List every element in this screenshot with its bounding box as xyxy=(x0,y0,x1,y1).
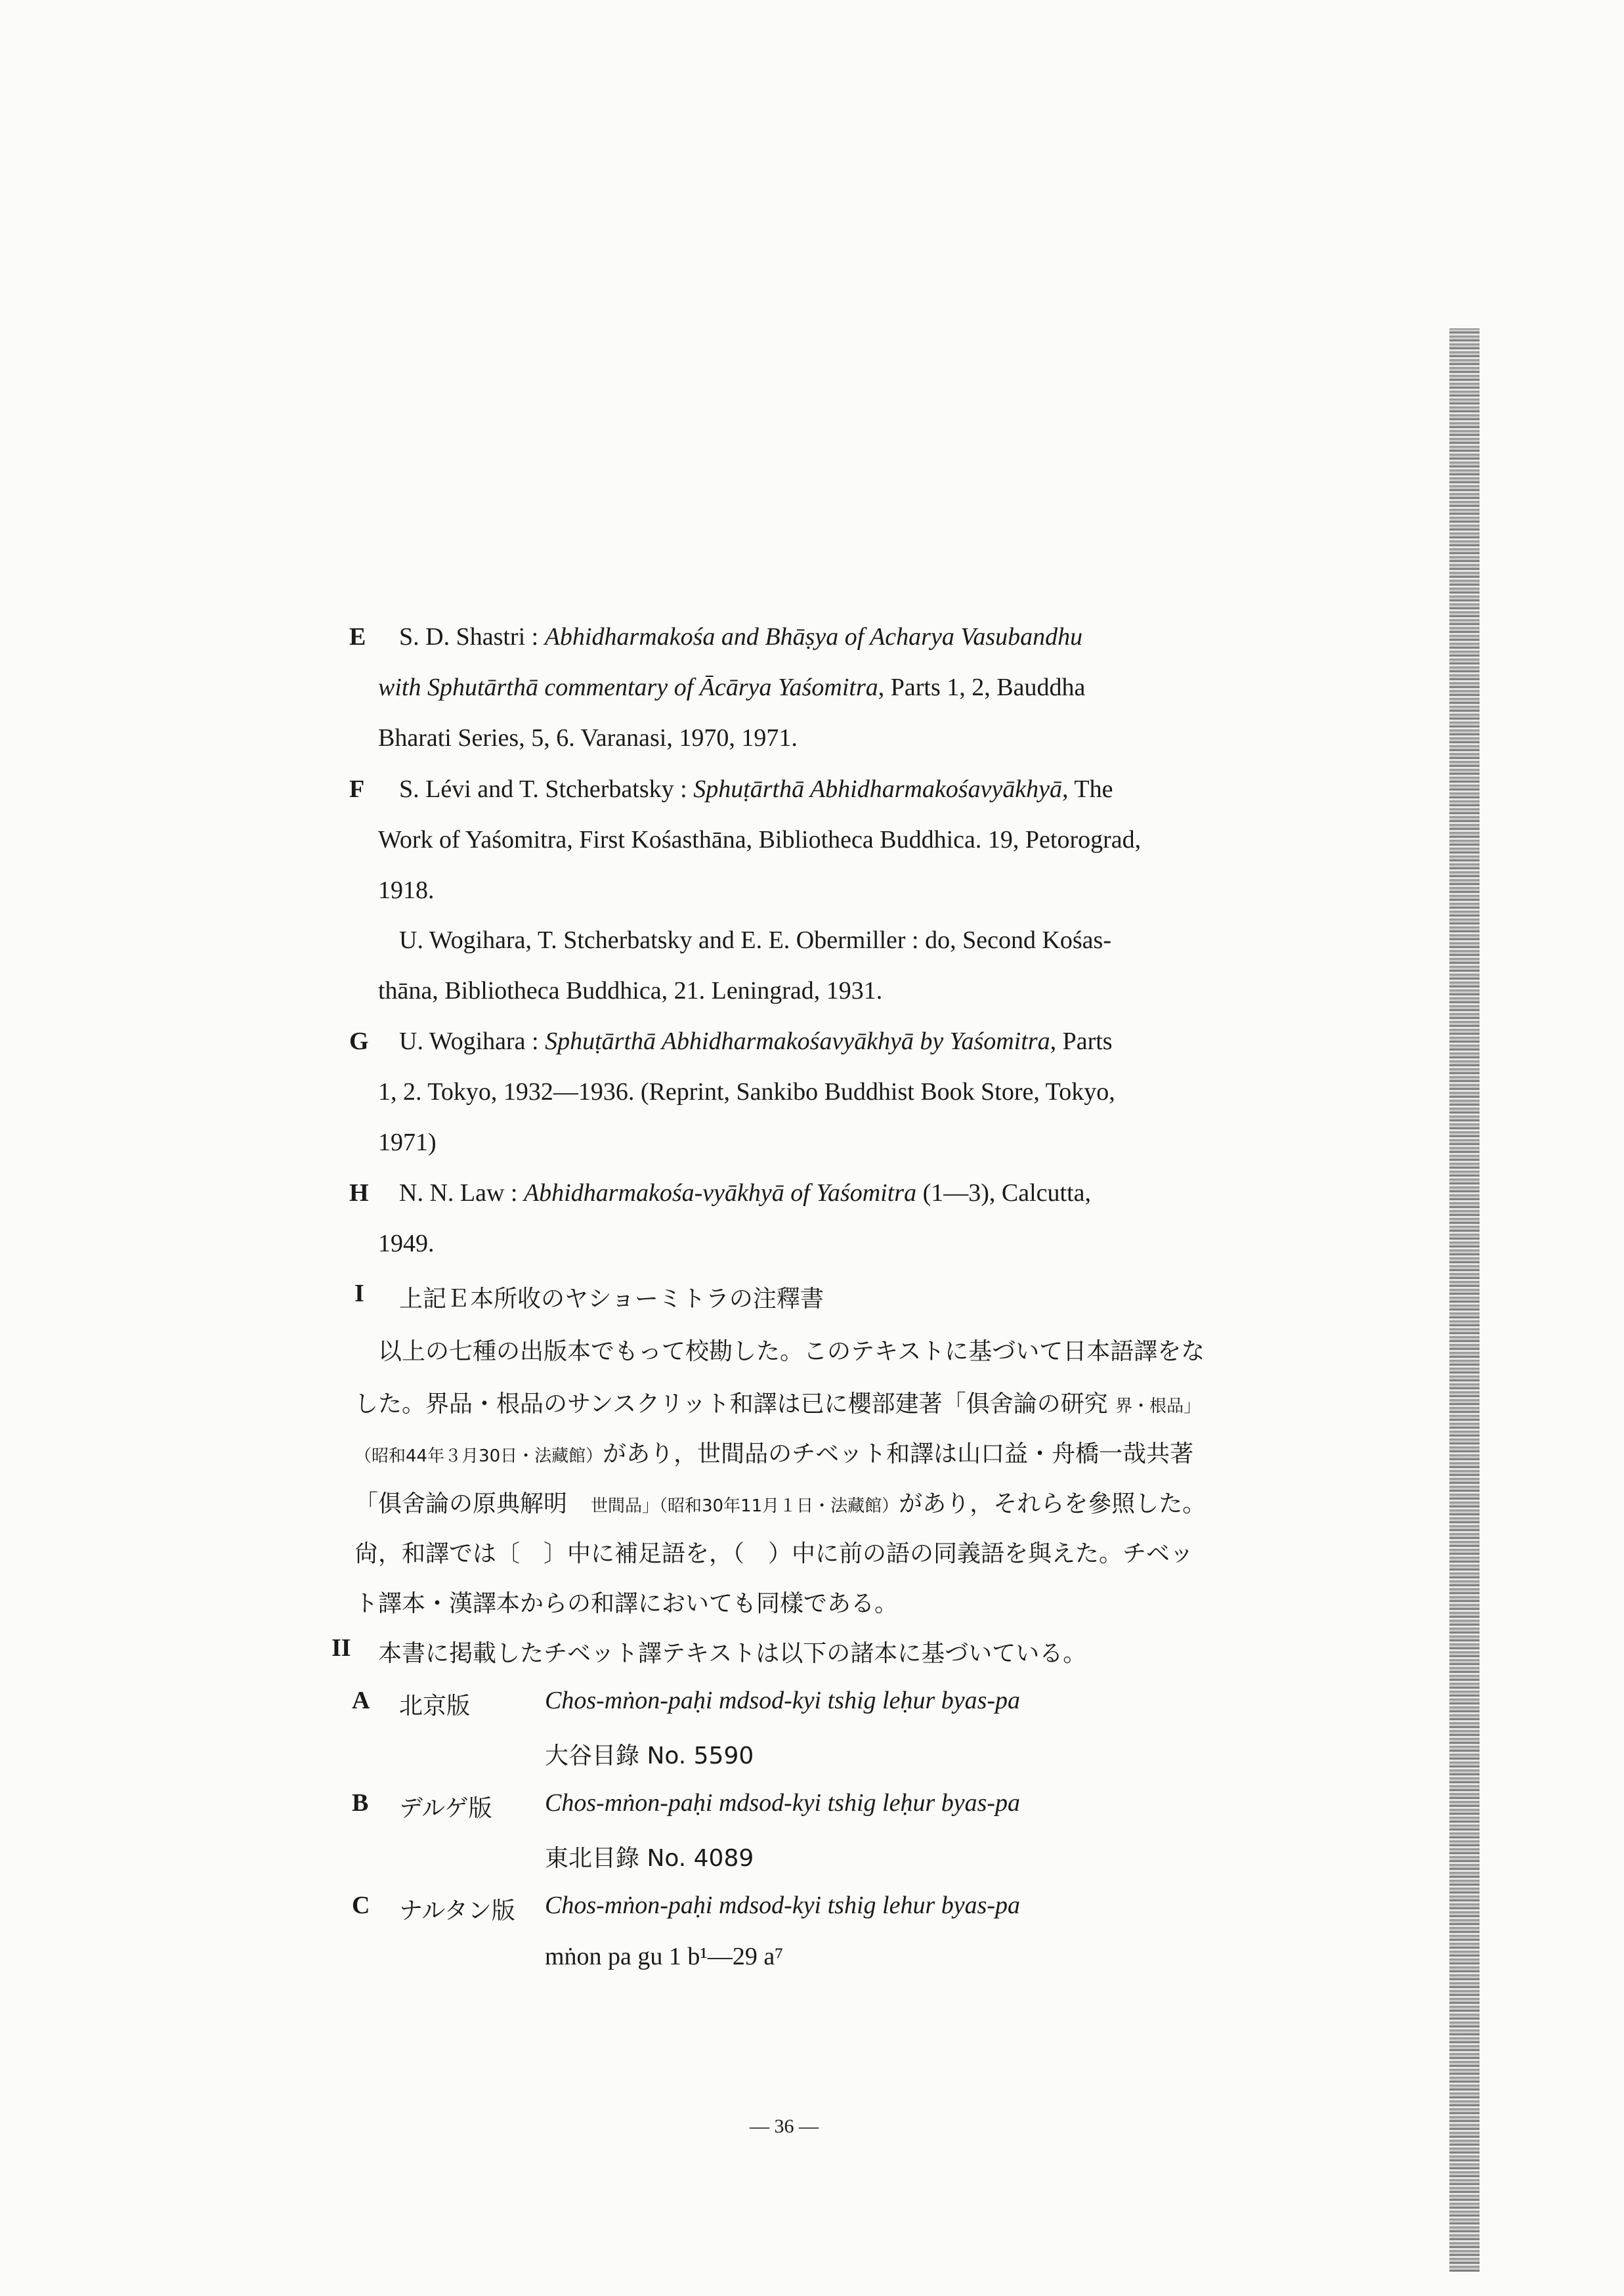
paragraph-line-1: 以上の七種の出版本でもって校勘した。このテキストに基づいて日本語譯をな xyxy=(378,1338,1205,1365)
entry-label-h: H xyxy=(349,1179,369,1207)
edition-ref-b: 東北目錄 No. 4089 xyxy=(545,1845,754,1872)
edition-ref-c: mṅon pa gu 1 b¹—29 a⁷ xyxy=(545,1943,784,1970)
paragraph-line-6: ト譯本・漢譯本からの和譯においても同樣である。 xyxy=(354,1590,899,1617)
edition-name-a: 北京版 xyxy=(399,1693,471,1720)
entry-f-line-2: Work of Yaśomitra, First Kośasthāna, Bibliotheca Buddhica. 19, Petorograd, xyxy=(378,826,1142,854)
entry-label-e: E xyxy=(349,623,366,651)
edition-title-c: Chos-mṅon-paḥi mdsod-kyi tshig lehur byas-pa xyxy=(545,1892,1021,1919)
entry-g-line-1: U. Wogihara : Sphuṭārthā Abhidharmakośavyākhyā by Yaśomitra, Parts xyxy=(399,1028,1113,1055)
edition-ref-a: 大谷目錄 No. 5590 xyxy=(545,1743,754,1769)
section-label-ii: II xyxy=(331,1634,351,1662)
edition-label-a: A xyxy=(352,1687,370,1714)
entry-i-text: 上記Ｅ本所收のヤショーミトラの注釋書 xyxy=(399,1286,824,1312)
edition-label-b: B xyxy=(352,1789,369,1817)
paragraph-line-2: した。界品・根品のサンスクリット和譯は已に櫻部建著「俱舍論の研究 界・根品」 xyxy=(354,1391,1201,1418)
entry-g-line-3: 1971) xyxy=(378,1129,437,1156)
paragraph-line-4: 「俱舍論の原典解明 世間品」（昭和30年11月１日・法藏館）があり，それらを參照した。 xyxy=(354,1490,1207,1517)
page-number: — 36 — xyxy=(750,2115,819,2137)
entry-label-f: F xyxy=(349,775,365,803)
entry-f-line-5: thāna, Bibliotheca Buddhica, 21. Leningrad, 1931. xyxy=(378,977,883,1005)
entry-h-line-2: 1949. xyxy=(378,1230,435,1257)
scanned-page-edge xyxy=(1449,328,1480,2272)
paragraph-line-3: （昭和44年３月30日・法藏館）があり，世間品のチベット和譯は山口益・舟橋一哉共著 xyxy=(354,1440,1194,1467)
edition-name-b: デルゲ版 xyxy=(399,1795,492,1822)
entry-g-line-2: 1, 2. Tokyo, 1932—1936. (Reprint, Sankibo Buddhist Book Store, Tokyo, xyxy=(378,1078,1115,1106)
edition-title-a: Chos-mṅon-paḥi mdsod-kyi tshig leḥur byas-pa xyxy=(545,1687,1021,1714)
entry-label-i: I xyxy=(354,1280,364,1307)
entry-e-line-1: S. D. Shastri : Abhidharmakośa and Bhāṣya of Acharya Vasubandhu xyxy=(399,623,1083,651)
entry-e-line-3: Bharati Series, 5, 6. Varanasi, 1970, 1971. xyxy=(378,724,798,752)
entry-e-line-2: with Sphutārthā commentary of Ācārya Yaśomitra, Parts 1, 2, Bauddha xyxy=(378,674,1086,701)
edition-title-b: Chos-mṅon-paḥi mdsod-kyi tshig leḥur byas-pa xyxy=(545,1789,1021,1817)
entry-h-line-1: N. N. Law : Abhidharmakośa-vyākhyā of Yaśomitra (1—3), Calcutta, xyxy=(399,1179,1092,1207)
entry-f-line-3: 1918. xyxy=(378,877,435,904)
section-ii-text: 本書に掲載したチベット譯テキストは以下の諸本に基づいている。 xyxy=(378,1640,1087,1667)
entry-f-line-4: U. Wogihara, T. Stcherbatsky and E. E. Obermiller : do, Second Kośas- xyxy=(399,926,1111,954)
edition-name-c: ナルタン版 xyxy=(399,1897,515,1924)
paragraph-line-5: 尙，和譯では〔 〕中に補足語を，（ ）中に前の語の同義語を與えた。チベッ xyxy=(354,1540,1194,1567)
entry-label-g: G xyxy=(349,1028,369,1055)
edition-label-c: C xyxy=(352,1892,370,1919)
entry-f-line-1: S. Lévi and T. Stcherbatsky : Sphuṭārthā Abhidharmakośavyākhyā, The xyxy=(399,775,1113,803)
